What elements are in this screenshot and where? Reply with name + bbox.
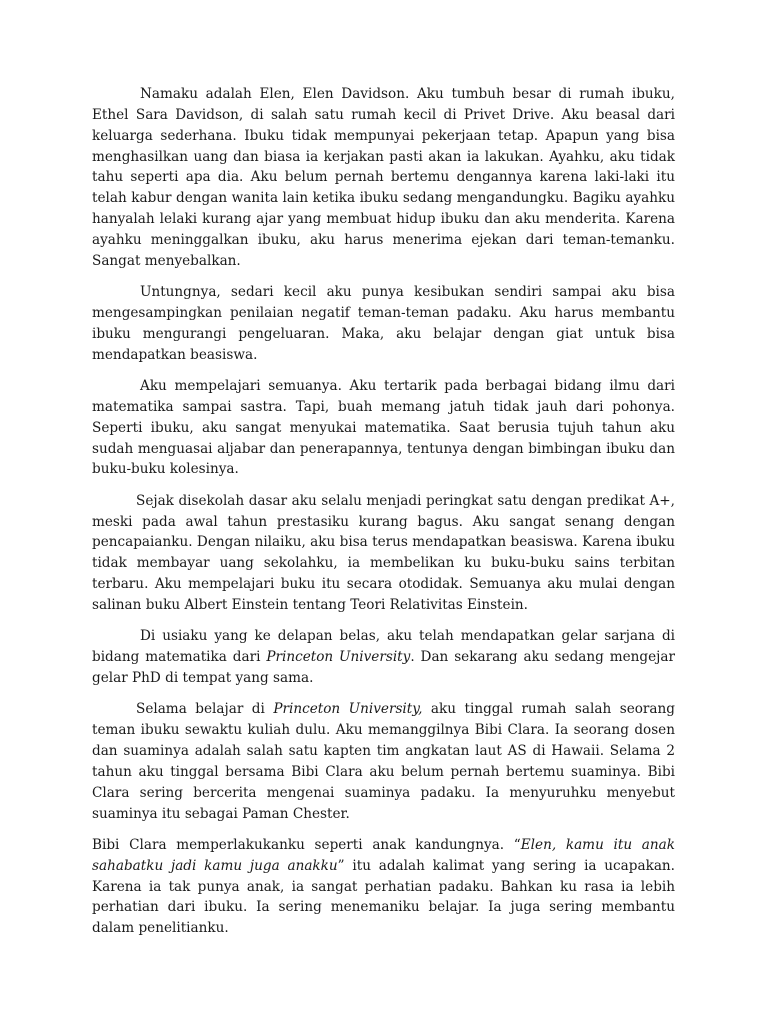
paragraph-6-italic: Princeton University, bbox=[273, 701, 423, 718]
paragraph-7 bbox=[92, 835, 675, 939]
paragraph-7-text-before: Bibi Clara memperlakukanku seperti anak kandungnya. “ bbox=[92, 836, 521, 853]
document-page bbox=[92, 84, 675, 950]
paragraph-4: Sejak disekolah dasar aku selalu menjadi peringkat satu dengan predikat A+, meski pada awal tahun prestasiku kurang bagus. Aku sangat senang dengan pencapaianku. Dengan nilaiku, aku bisa terus mendapatkan beasiswa. Karena ibuku tidak membayar uang sekolahku, ia membelikan ku buku-buku sains terbitan terbaru. Aku mempelajari buku itu secara otodidak. Semuanya aku mulai dengan salinan buku Albert Einstein tentang Teori Relativitas Einstein. bbox=[92, 492, 675, 613]
paragraph-6 bbox=[92, 699, 675, 824]
paragraph-7-text-after: ” itu adalah kalimat yang sering ia ucapakan. Karena ia tak punya anak, ia sangat perhatian padaku. Bahkan ku rasa ia lebih perhatian dari ibuku. Ia sering menemaniku belajar. Ia juga sering membantu dalam penelitianku. bbox=[92, 857, 676, 937]
paragraph-1: Namaku adalah Elen, Elen Davidson. Aku tumbuh besar di rumah ibuku, Ethel Sara Davidson, di salah satu rumah kecil di Privet Drive. Aku beasal dari keluarga sederhana. Ibuku tidak mempunyai pekerjaan tetap. Apapun yang bisa menghasilkan uang dan biasa ia kerjakan pasti akan ia lakukan. Ayahku, aku tidak tahu seperti apa dia. Aku belum pernah bertemu dengannya karena laki-laki itu telah kabur dengan wanita lain ketika ibuku sedang mengandungku. Bagiku ayahku hanyalah lelaki kurang ajar yang membuat hidup ibuku dan aku menderita. Karena ayahku meninggalkan ibuku, aku harus menerima ejekan dari teman-temanku. Sangat menyebalkan. bbox=[92, 86, 675, 269]
paragraph-5-italic: Princeton University bbox=[266, 649, 411, 666]
paragraph-5-text-before: Di usiaku yang ke delapan belas, aku telah mendapatkan gelar sarjana di bidang matematika dari bbox=[92, 628, 675, 666]
paragraph-6-text-after: aku tinggal rumah salah seorang teman ibuku sewaktu kuliah dulu. Aku memanggilnya Bibi Clara. Ia seorang dosen dan suaminya adalah salah satu kapten tim angkatan laut AS di Hawaii. Selama 2 tahun aku tinggal bersama Bibi Clara aku belum pernah bertemu suaminya. Bibi Clara sering bercerita mengenai suaminya padaku. Ia menyuruhku menyebut suaminya itu sebagai Paman Chester. bbox=[92, 701, 675, 822]
paragraph-5-text-after: . Dan sekarang aku sedang mengejar gelar PhD di tempat yang sama. bbox=[92, 649, 675, 686]
paragraph-7-italic-quote: Elen, kamu itu anak sahabatku jadi kamu juga anakku bbox=[92, 836, 675, 874]
paragraph-2: Untungnya, sedari kecil aku punya kesibukan sendiri sampai aku bisa mengesampingkan penilaian negatif teman-teman padaku. Aku harus membantu ibuku mengurangi pengeluaran. Maka, aku belajar dengan giat untuk bisa mendapatkan beasiswa. bbox=[92, 284, 675, 363]
paragraph-5 bbox=[92, 626, 675, 689]
paragraph-6-text-before: Selama belajar di bbox=[136, 701, 274, 718]
paragraph-3: Aku mempelajari semuanya. Aku tertarik pada berbagai bidang ilmu dari matematika sampai sastra. Tapi, buah memang jatuh tidak jauh dari pohonya. Seperti ibuku, aku sangat menyukai matematika. Saat berusia tujuh tahun aku sudah menguasai aljabar dan penerapannya, tentunya dengan bimbingan ibuku dan buku-buku kolesinya. bbox=[92, 377, 675, 478]
